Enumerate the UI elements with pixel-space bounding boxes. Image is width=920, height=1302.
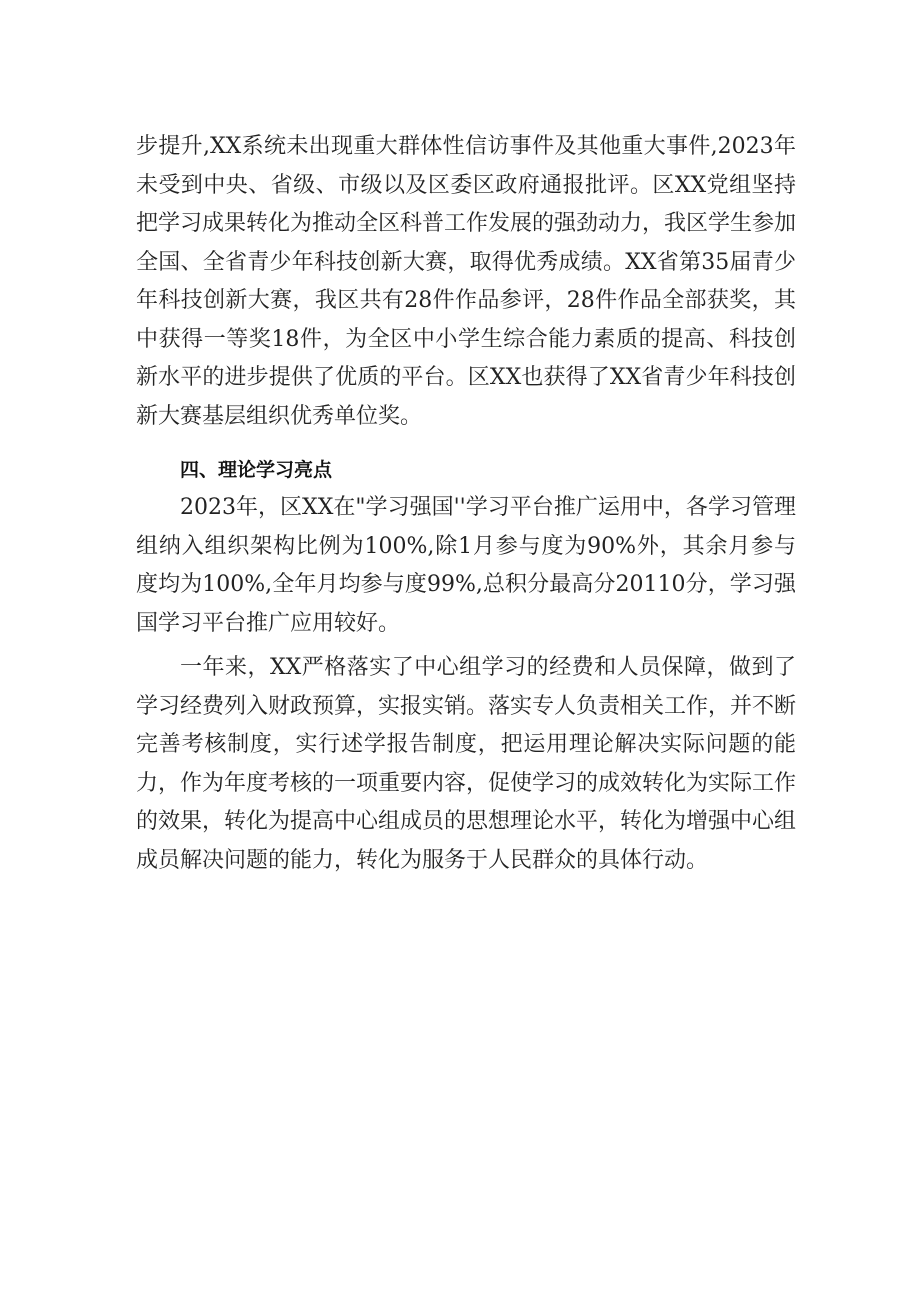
spacer <box>136 436 796 451</box>
paragraph-study-platform: 2023年，区XX在"学习强国''学习平台推广运用中，各学习管理组纳入组织架构比例为100%,除1月参与度为90%外，其余月参与度均为100%,全年月均参与度99%,总积分最高分20110分，学习强国学习平台推广应用较好。 <box>136 495 796 636</box>
paragraph-study-guarantee: 一年来，XX严格落实了中心组学习的经费和人员保障，做到了学习经费列入财政预算，实报实销。落实专人负责相关工作，并不断完善考核制度，实行述学报告制度，把运用理论解决实际问题的能力，作为年度考核的一项重要内容，促使学习的成效转化为实际工作的效果，转化为提高中心组成员的思想理论水平，转化为增强中心组成员解决问题的能力，转化为服务于人民群众的具体行动。 <box>136 655 797 873</box>
section-heading: 四、理论学习亮点 <box>180 459 333 481</box>
paragraph-continuation: 步提升,XX系统未出现重大群体性信访事件及其他重大事件,2023年未受到中央、省级、市级以及区委区政府通报批评。区XX党组坚持把学习成果转化为推动全区科普工作发展的强劲动力，我区学生参加全国、全省青少年科技创新大赛，取得优秀成绩。XX省第35届青少年科技创新大赛，我区共有28件作品参评，28件作品全部获奖，其中获得一等奖18件，为全区中小学生综合能力素质的提高、科技创新水平的进步提供了优质的平台。区XX也获得了XX省青少年科技创新大赛基层组织优秀单位奖。 <box>136 134 797 429</box>
document-body <box>136 128 796 880</box>
